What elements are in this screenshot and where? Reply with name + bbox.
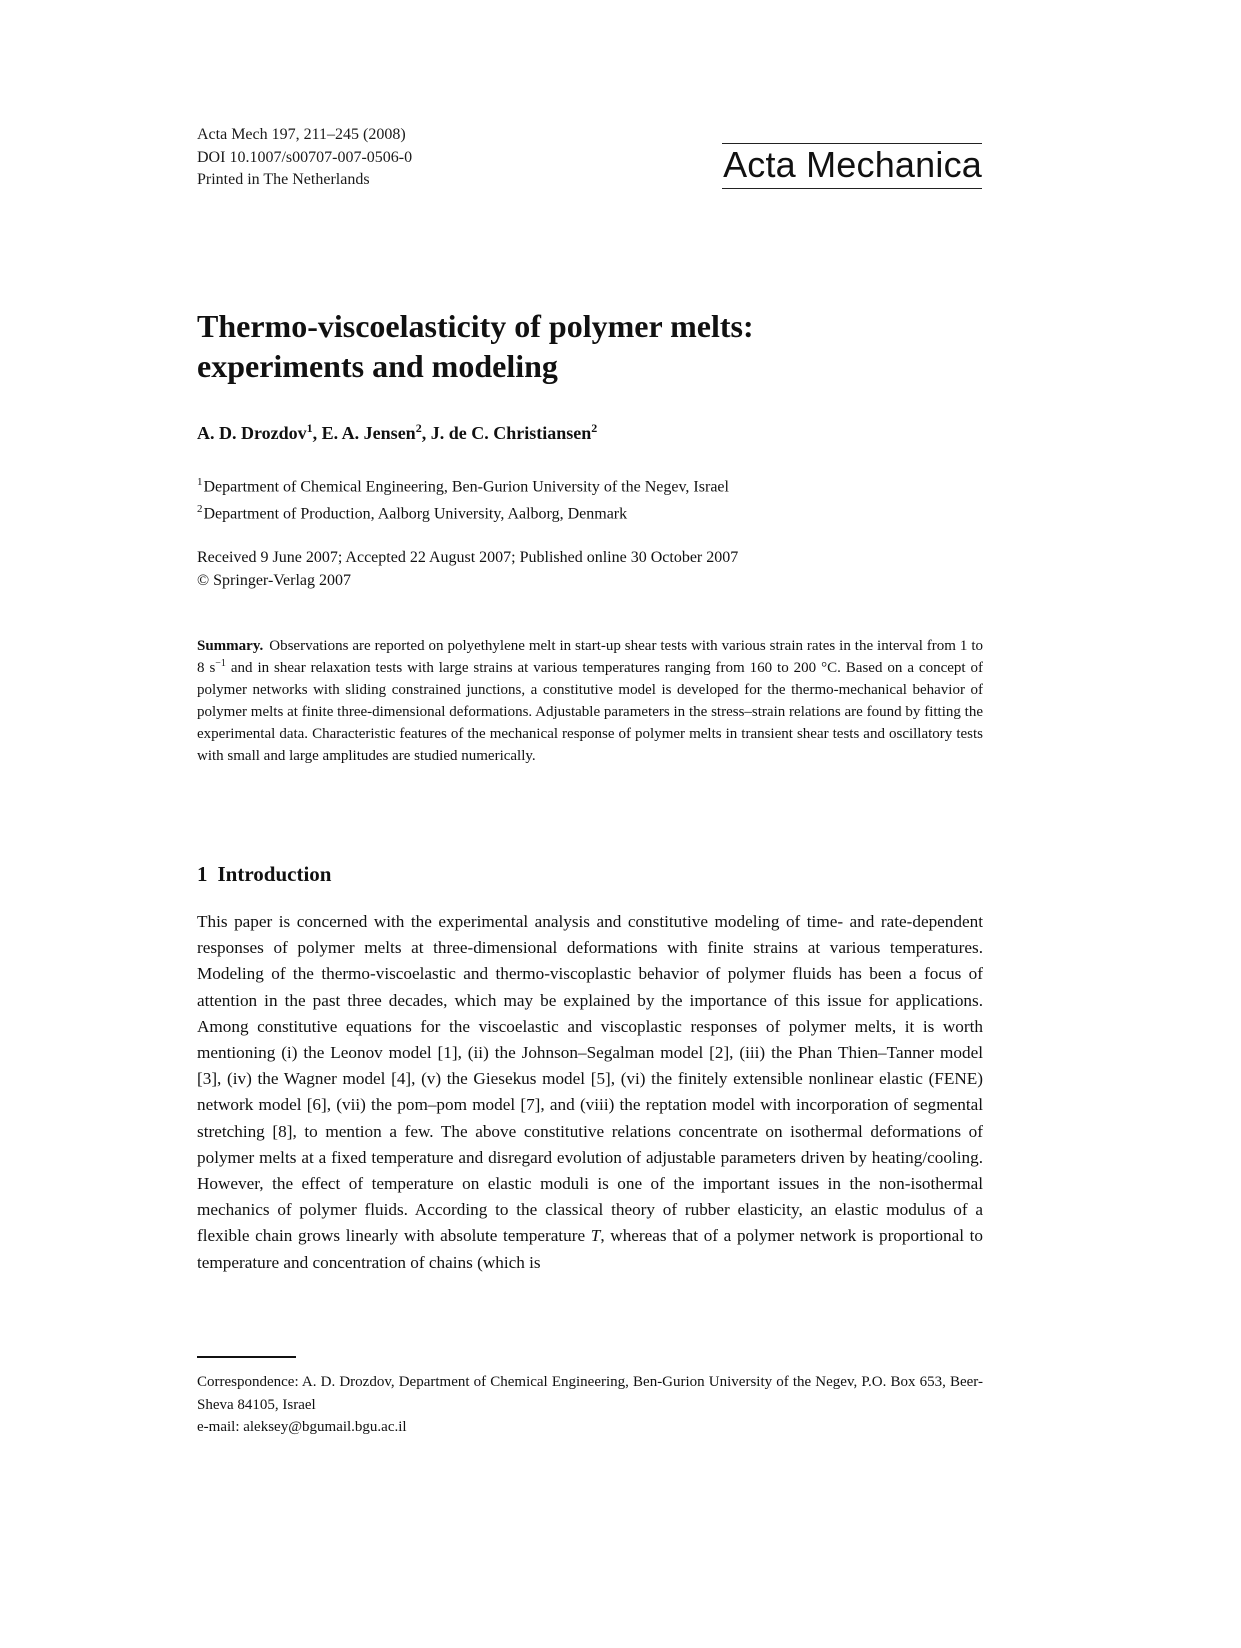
temperature-symbol: T bbox=[590, 1226, 601, 1246]
affiliation-list bbox=[197, 471, 729, 526]
author-list bbox=[197, 421, 597, 444]
affiliation-item bbox=[197, 471, 729, 498]
citation-line: Acta Mech 197, 211–245 (2008) bbox=[197, 126, 406, 143]
correspondence-footnote bbox=[197, 1371, 983, 1439]
date-history: Received 9 June 2007; Accepted 22 August 2007; Published online 30 October 2007 bbox=[197, 549, 739, 566]
summary-text: Observations are reported on polyethylene melt in start-up shear tests with various strain rates in the interval from 1 to 8 s bbox=[197, 638, 983, 676]
author-separator: , bbox=[312, 423, 322, 443]
summary-text: and in shear relaxation tests with large strains at various temperatures ranging from 160 to 200 °C. Based on a concept of polymer networks with sliding constrained junctions, a constitutive model is developed for the thermo-mechanical behavior of polymer melts at finite three-dimensional deformations. Adjustable parameters in the stress–strain relations are found by fitting the experimental data. Characteristic features of the mechanical response of polymer melts in transient shear tests and oscillatory tests with small and large amplitudes are studied numerically. bbox=[197, 660, 983, 764]
summary-abstract bbox=[197, 635, 983, 767]
email-link[interactable]: e-mail: aleksey@bgumail.bgu.ac.il bbox=[197, 1419, 407, 1435]
printed-line: Printed in The Netherlands bbox=[197, 171, 370, 188]
author-name: A. D. Drozdov bbox=[197, 423, 307, 443]
correspondence-text: Correspondence: A. D. Drozdov, Department of Chemical Engineering, Ben-Gurion University of the Negev, P.O. Box 653, Beer-Sheva 84105, Israel bbox=[197, 1374, 983, 1413]
article-title bbox=[197, 306, 997, 386]
intro-text: , whereas that of a polymer network is proportional to temperature and concentration of chains (which is bbox=[197, 1226, 984, 1272]
copyright: © Springer-Verlag 2007 bbox=[197, 572, 352, 589]
intro-text: This paper is concerned with the experimental analysis and constitutive modeling of time- and rate-dependent responses of polymer melts at three-dimensional deformations with finite strains at various temperatures. Modeling of the thermo-viscoelastic and thermo-viscoplastic behavior of polymer fluids has been a focus of attention in the past three decades, which may be explained by the importance of this issue for applications. Among constitutive equations for the viscoelastic and viscoplastic responses of polymer melts, it is worth mentioning (i) the Leonov model [1], (ii) the Johnson–Segalman model [2], (iii) the Phan Thien–Tanner model [3], (iv) the Wagner model [4], (v) the Giesekus model [5], (vi) the finitely extensible nonlinear elastic (FENE) network model [6], (vii) the pom–pom model [7], and (viii) the reptation model with incorporation of segmental stretching [8], to mention a few. The above constitutive relations concentrate on isothermal deformations of polymer melts at a fixed temperature and disregard evolution of adjustable parameters driven by heating/cooling. However, the effect of temperature on elastic moduli is one of the important issues in the non-isothermal mechanics of polymer fluids. According to the classical theory of rubber elasticity, an elastic modulus of a flexible chain grows linearly with absolute temperature bbox=[197, 912, 983, 1246]
author-name: J. de C. Christiansen bbox=[430, 423, 592, 443]
affiliation-text: Department of Production, Aalborg University, Aalborg, Denmark bbox=[203, 505, 628, 523]
section-title: Introduction bbox=[217, 862, 332, 886]
summary-superscript: −1 bbox=[215, 658, 226, 669]
citation-block bbox=[197, 124, 412, 192]
affiliation-mark: 1 bbox=[197, 476, 203, 488]
title-line-1: Thermo-viscoelasticity of polymer melts: bbox=[197, 308, 754, 344]
author-separator: , bbox=[421, 423, 431, 443]
publication-dates bbox=[197, 546, 738, 592]
author-affil-mark: 2 bbox=[591, 421, 598, 435]
journal-logo bbox=[722, 143, 982, 189]
intro-paragraph bbox=[197, 909, 983, 1276]
author-affil-mark: 2 bbox=[415, 421, 422, 435]
affiliation-mark: 2 bbox=[197, 503, 203, 516]
journal-rule-bottom bbox=[722, 188, 982, 189]
journal-name: Acta Mechanica bbox=[723, 144, 982, 185]
section-heading bbox=[197, 862, 331, 887]
author-name: E. A. Jensen bbox=[321, 423, 416, 443]
title-line-2: experiments and modeling bbox=[197, 348, 558, 384]
affiliation-item bbox=[197, 498, 729, 525]
section-number: 1 bbox=[197, 862, 208, 886]
doi-line: DOI 10.1007/s00707-007-0506-0 bbox=[197, 148, 413, 166]
affiliation-text: Department of Chemical Engineering, Ben-Gurion University of the Negev, Israel bbox=[203, 478, 729, 496]
summary-label: Summary. bbox=[197, 638, 264, 654]
author-affil-mark: 1 bbox=[306, 421, 313, 435]
footnote-rule bbox=[197, 1356, 296, 1358]
